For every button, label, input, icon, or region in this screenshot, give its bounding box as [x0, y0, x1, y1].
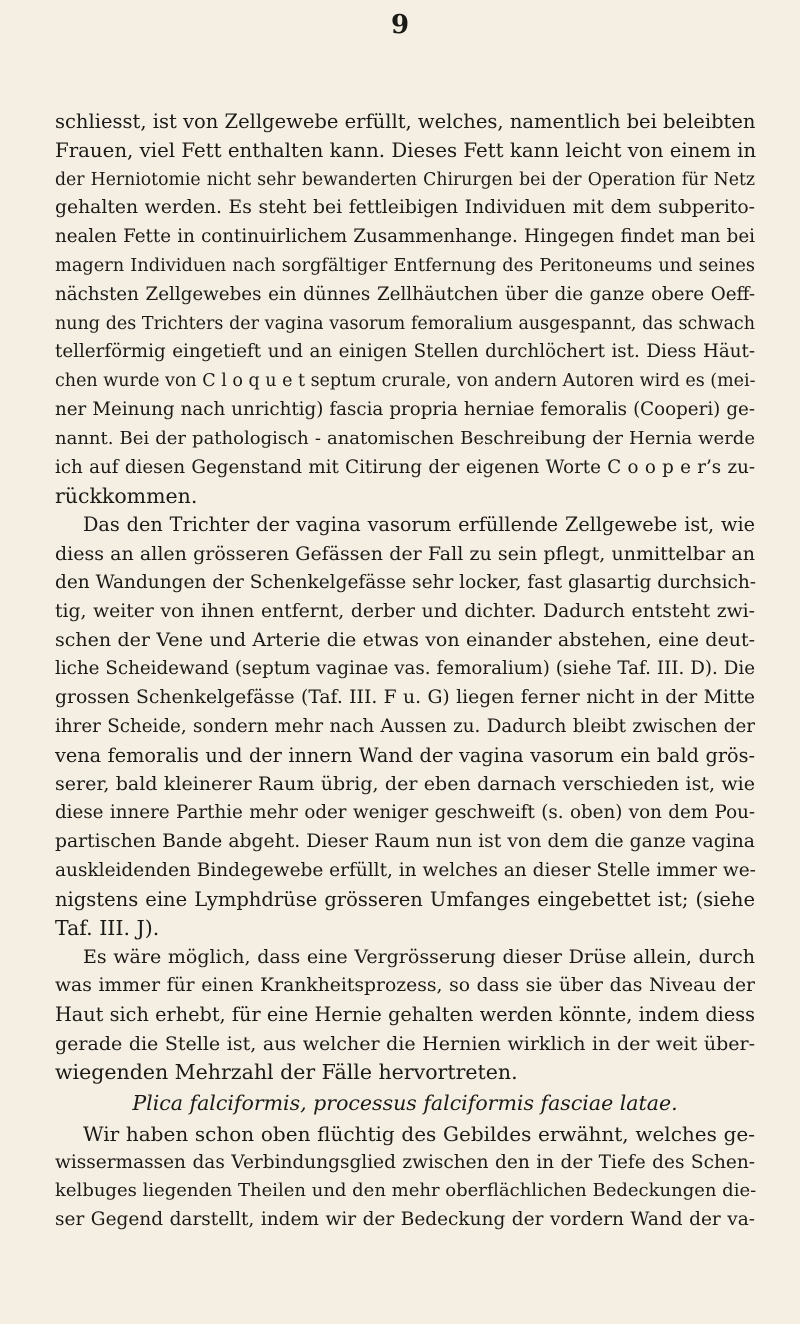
paragraph-septum-crurale	[55, 108, 755, 511]
text-line: schen der Vene und Arterie die etwas von einander abstehen, eine deut-	[55, 629, 755, 652]
text-line: tig, weiter von ihnen entfernt, derber und dichter. Dadurch entsteht zwi-	[55, 600, 755, 622]
page-number: 9	[390, 10, 410, 40]
text-line: wiegenden Mehrzahl der Fälle hervortreten.	[55, 1060, 518, 1085]
text-line: magern Individuen nach sorgfältiger Entfernung des Peritoneums und seines	[55, 255, 755, 276]
text-line: der Herniotomie nicht sehr bewanderten Chirurgen bei der Operation für Netz	[55, 169, 755, 190]
paragraph-zellgewebe	[55, 511, 755, 943]
text-line: auskleidenden Bindegewebe erfüllt, in welches an dieser Stelle immer we-	[55, 859, 756, 881]
text-line: tellerförmig eingetieft und an einigen Stellen durchlöchert ist. Diess Häut-	[55, 341, 755, 363]
text-line: Es wäre möglich, dass eine Vergrösserung dieser Drüse allein, durch	[83, 946, 755, 969]
text-line: vena femoralis und der innern Wand der vagina vasorum ein bald grös-	[55, 743, 755, 767]
text-line: rückkommen.	[55, 484, 198, 509]
text-line: nächsten Zellgewebes ein dünnes Zellhäutchen über die ganze obere Oeff-	[55, 283, 755, 305]
text-line: ihrer Scheide, sondern mehr nach Aussen zu. Dadurch bleibt zwischen der	[55, 715, 755, 737]
text-line: diese innere Parthie mehr oder weniger geschweift (s. oben) von dem Pou-	[55, 802, 755, 824]
paragraph-plica-falciformis	[55, 1120, 755, 1235]
text-line: ner Meinung nach unrichtig) fascia propria herniae femoralis (Cooperi) ge-	[55, 398, 755, 420]
text-line: ser Gegend darstellt, indem wir der Bedeckung der vordern Wand der va-	[55, 1209, 755, 1231]
text-line: gehalten werden. Es steht bei fettleibigen Individuen mit dem subperito-	[55, 197, 755, 219]
text-line: wissermassen das Verbindungsglied zwischen den in der Tiefe des Schen-	[55, 1151, 755, 1173]
text-line: Das den Trichter der vagina vasorum erfüllende Zellgewebe ist, wie	[83, 513, 755, 537]
text-line: nannt. Bei der pathologisch - anatomischen Beschreibung der Hernia werde	[55, 427, 755, 449]
text-line: serer, bald kleinerer Raum übrig, der eben darnach verschieden ist, wie	[55, 773, 755, 796]
body-text	[55, 108, 755, 1235]
text-line: schliesst, ist von Zellgewebe erfüllt, welches, namentlich bei beleibten	[55, 110, 756, 133]
text-line: kelbuges liegenden Theilen und den mehr oberflächlichen Bedeckungen die-	[55, 1180, 757, 1202]
text-line: chen wurde von C l o q u e t septum crurale, von andern Autoren wird es (mei-	[55, 371, 756, 392]
text-line: ich auf diesen Gegenstand mit Citirung der eigenen Worte C o o p e r’s zu-	[55, 456, 755, 478]
section-heading: Plica falciformis, processus falciformis fasciae latae.	[132, 1091, 678, 1116]
paragraph-lymphdruese	[55, 943, 755, 1087]
text-line: Taf. III. J).	[55, 916, 160, 941]
text-line: nigstens eine Lymphdrüse grösseren Umfanges eingebettet ist; (siehe	[55, 887, 755, 911]
text-line: nealen Fette in continuirlichem Zusammenhange. Hingegen findet man bei	[55, 226, 755, 248]
text-line: Frauen, viel Fett enthalten kann. Dieses Fett kann leicht von einem in	[55, 138, 757, 162]
text-line: diess an allen grösseren Gefässen der Fall zu sein pflegt, unmittelbar an	[55, 542, 755, 565]
text-line: den Wandungen der Schenkelgefässe sehr locker, fast glasartig durchsich-	[55, 571, 757, 593]
text-line: nung des Trichters der vagina vasorum femoralium ausgespannt, das schwach	[55, 313, 755, 334]
text-line: liche Scheidewand (septum vaginae vas. femoralium) (siehe Taf. III. D). Die	[55, 658, 755, 680]
text-line: Wir haben schon oben flüchtig des Gebildes erwähnt, welches ge-	[83, 1121, 755, 1146]
text-line: grossen Schenkelgefässe (Taf. III. F u. G) liegen ferner nicht in der Mitte	[55, 686, 755, 708]
text-line: gerade die Stelle ist, aus welcher die Hernien wirklich in der weit über-	[55, 1032, 755, 1055]
text-line: was immer für einen Krankheitsprozess, so dass sie über das Niveau der	[55, 974, 755, 996]
text-line: partischen Bande abgeht. Dieser Raum nun ist von dem die ganze vagina	[55, 830, 755, 852]
text-line: Haut sich erhebt, für eine Hernie gehalten werden könnte, indem diess	[55, 1002, 755, 1026]
